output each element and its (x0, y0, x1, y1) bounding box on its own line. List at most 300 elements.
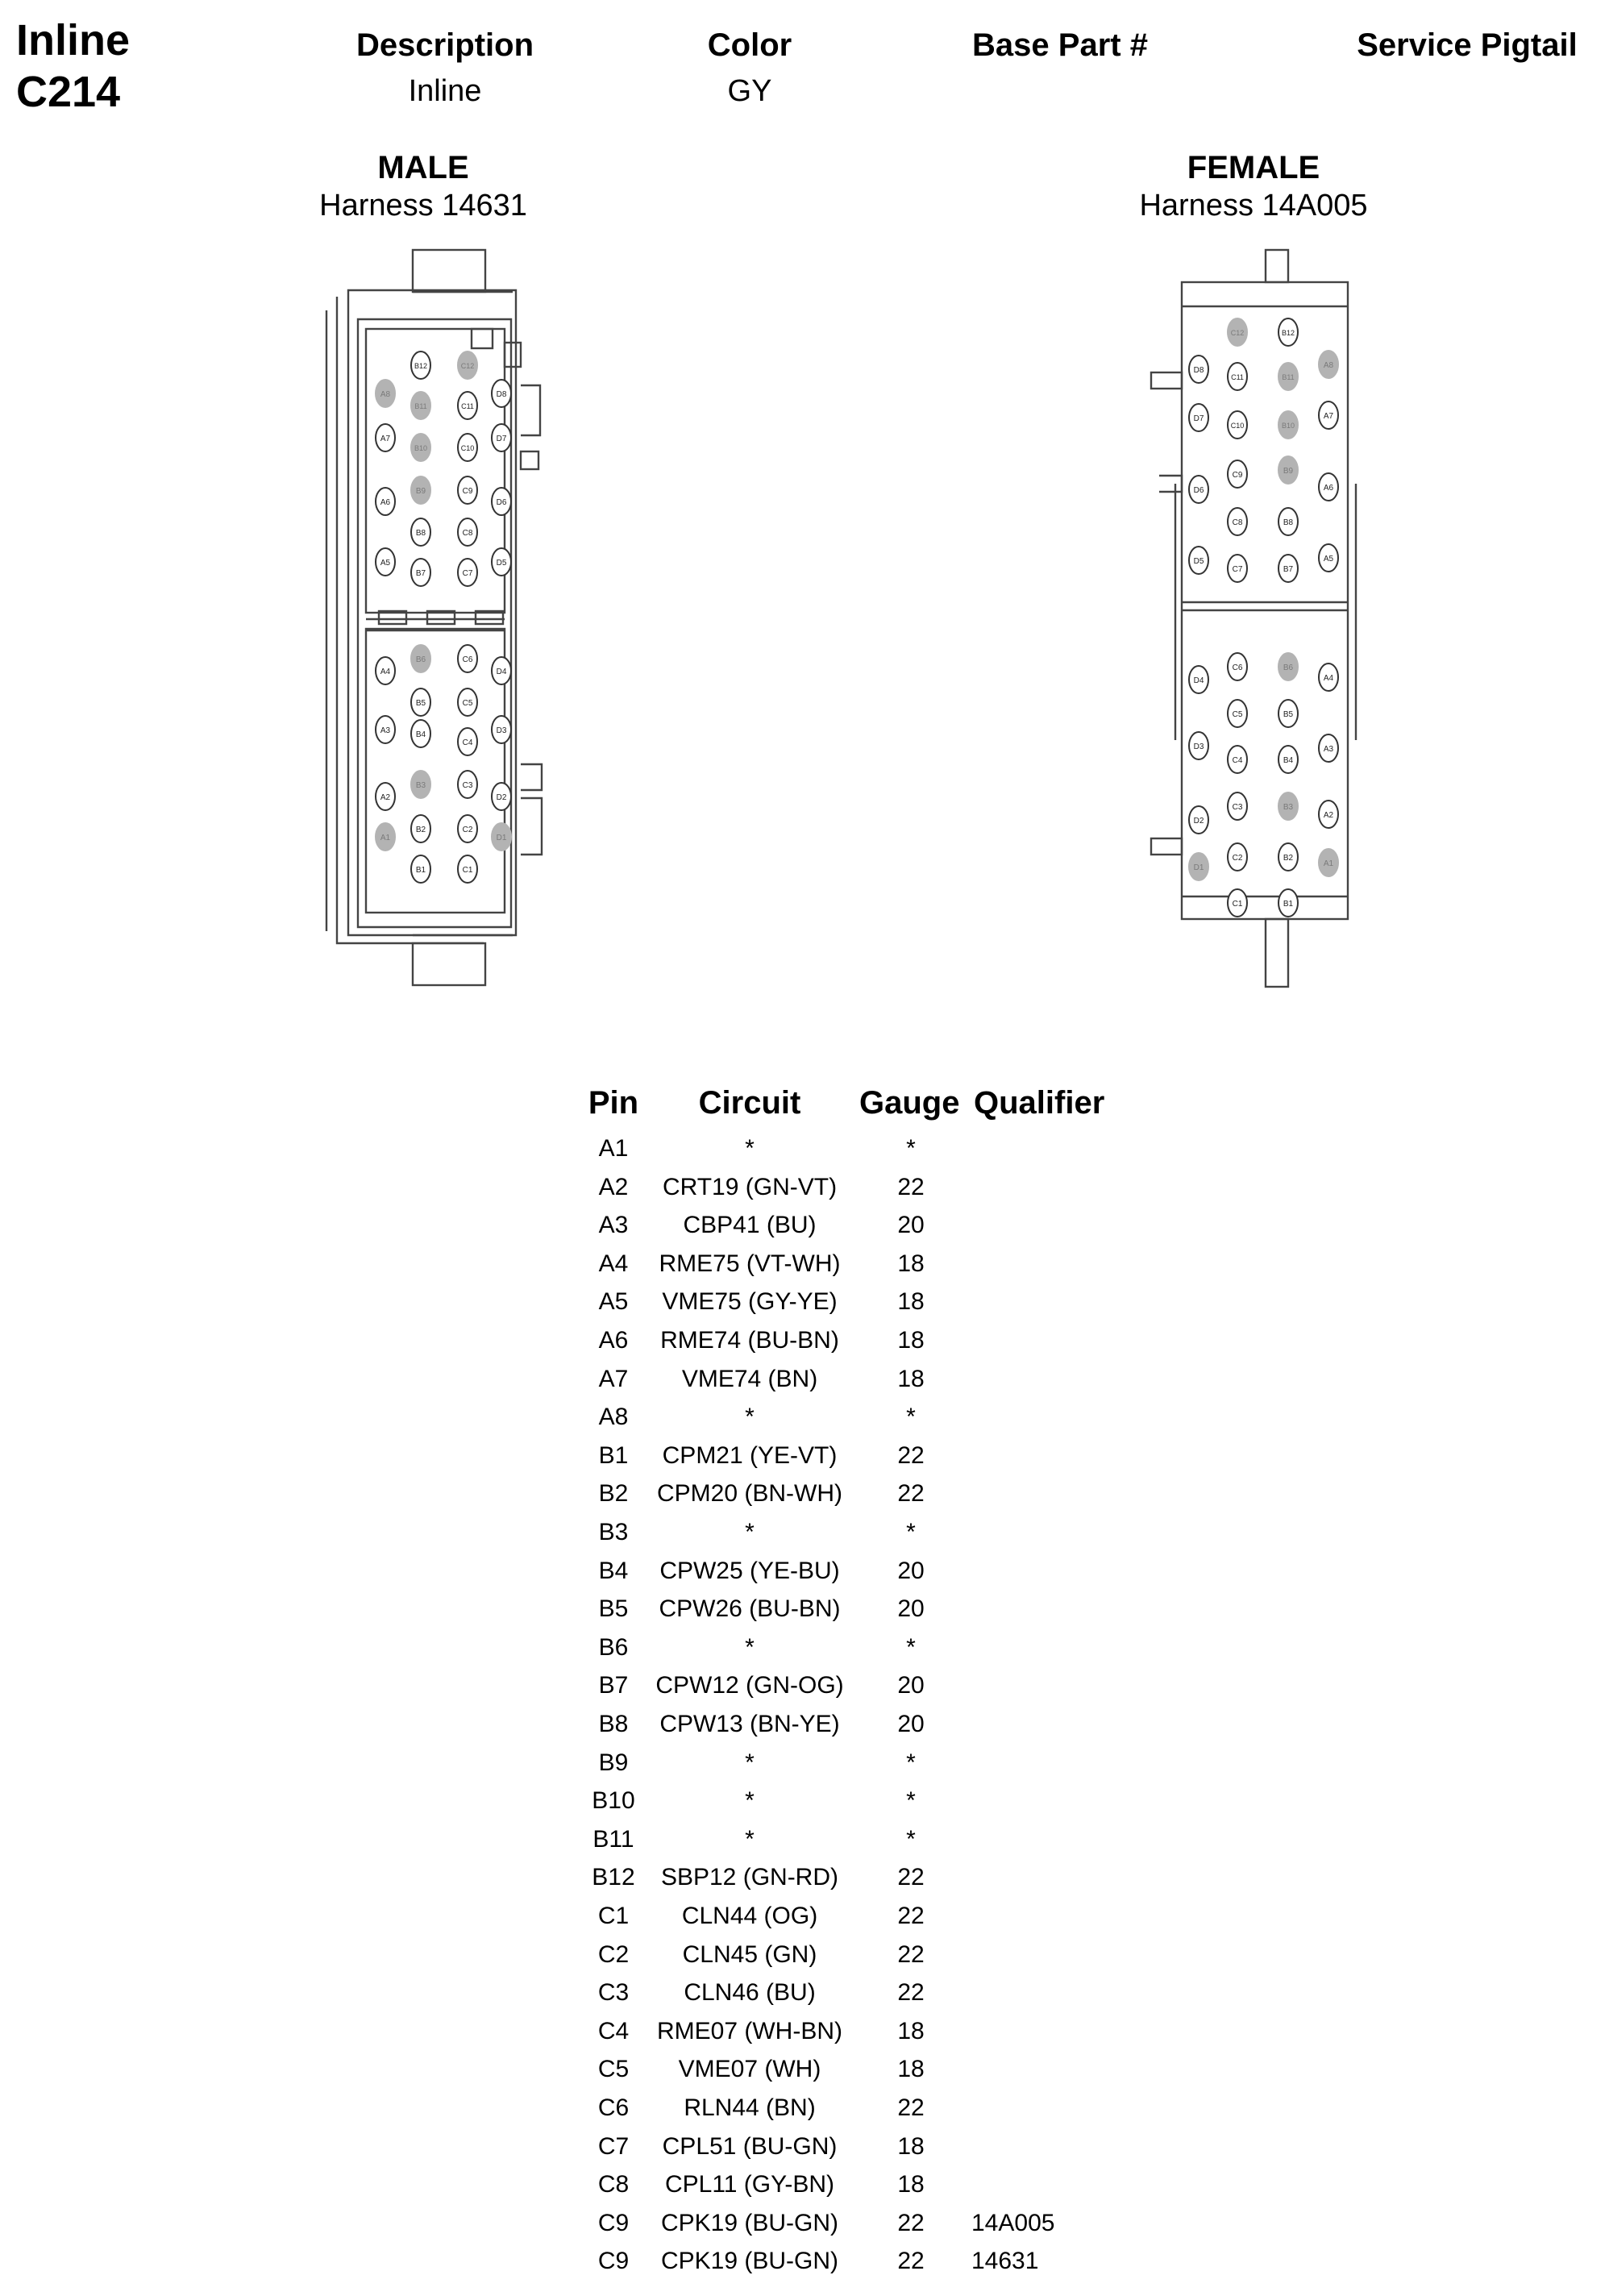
cavity-label: D2 (1193, 817, 1204, 826)
table-row (0, 1169, 1609, 1208)
qualifier-cell: 14631 (971, 2248, 1039, 2275)
pin-cell: C3 (597, 1979, 630, 2007)
table-row (0, 1399, 1609, 1437)
table-row (0, 1629, 1609, 1668)
cavity-label: A7 (1323, 412, 1334, 421)
female-cavity-b11 (1278, 363, 1298, 390)
cavity-label: A1 (380, 834, 391, 842)
female-cavity-c4 (1228, 746, 1247, 773)
male-cavity-group (376, 351, 511, 883)
color-value: GY (727, 74, 772, 108)
circuit-cell: CBP41 (BU) (683, 1212, 817, 1239)
male-cavity-b6 (411, 645, 430, 672)
male-cavity-b4 (411, 720, 430, 747)
pin-cell: A7 (598, 1365, 629, 1392)
male-cavity-a3 (376, 716, 395, 743)
gauge-cell: 18 (897, 1250, 925, 1277)
pin-cell: A5 (598, 1288, 629, 1316)
pin-cell: B1 (598, 1441, 629, 1469)
female-cavity-a5 (1319, 544, 1338, 572)
female-cavity-b6 (1278, 653, 1298, 680)
female-cavity-c1 (1228, 889, 1247, 917)
male-cavity-c2 (458, 815, 477, 842)
female-cavity-b7 (1278, 555, 1298, 582)
male-cavity-a2 (376, 783, 395, 810)
table-row (0, 1667, 1609, 1706)
cavity-label: D2 (496, 793, 507, 802)
cavity-label: C4 (462, 738, 473, 747)
cavity-label: C1 (1232, 900, 1243, 909)
gauge-cell: 22 (897, 1864, 925, 1891)
male-cavity-b2 (411, 815, 430, 842)
female-cavity-group (1189, 318, 1338, 917)
gauge-cell: 22 (897, 1903, 925, 1929)
cavity-label: A8 (1323, 361, 1334, 370)
male-cavity-b1 (411, 855, 430, 883)
male-cavity-b3 (411, 771, 430, 798)
cavity-label: D1 (496, 834, 507, 842)
female-cavity-b1 (1278, 889, 1298, 917)
female-cavity-b3 (1278, 792, 1298, 820)
cavity-label: B2 (1283, 854, 1294, 863)
circuit-cell: * (745, 1749, 755, 1776)
female-cavity-d8 (1189, 356, 1208, 383)
gauge-cell: 22 (897, 1979, 925, 2007)
cavity-label: C10 (1230, 422, 1245, 430)
gauge-cell: 18 (897, 2017, 925, 2044)
cavity-label: D1 (1193, 863, 1204, 872)
table-row (0, 1475, 1609, 1514)
qualifier-cell: 14A005 (971, 2209, 1055, 2236)
pin-cell: B10 (592, 1787, 635, 1815)
gauge-cell: 18 (897, 1365, 925, 1392)
cavity-label: D8 (1193, 366, 1204, 375)
female-cavity-a6 (1319, 473, 1338, 501)
male-cavity-c11 (458, 392, 477, 419)
female-cavity-a1 (1319, 849, 1338, 876)
connector-type: Inline (16, 16, 131, 64)
cavity-label: B1 (415, 866, 426, 875)
circuit-cell: * (745, 1787, 755, 1815)
pin-cell: C6 (597, 2094, 630, 2121)
cavity-label: A7 (380, 435, 391, 443)
pin-cell: B12 (592, 1864, 635, 1891)
table-row (0, 1936, 1609, 1975)
pin-cell: B11 (592, 1825, 634, 1853)
cavity-label: B9 (1283, 467, 1294, 476)
pin-cell: C5 (597, 2056, 630, 2083)
pin-cell: A2 (598, 1173, 629, 1200)
cavity-label: B10 (414, 444, 428, 452)
gauge-cell: 18 (897, 1288, 925, 1316)
table-row (0, 2166, 1609, 2205)
cavity-label: B3 (1283, 803, 1294, 812)
cavity-label: B8 (415, 529, 426, 538)
female-cavity-b12 (1278, 318, 1298, 346)
female-cavity-a3 (1319, 734, 1338, 762)
table-row (0, 2128, 1609, 2167)
male-cavity-c8 (458, 518, 477, 546)
table-row (0, 2013, 1609, 2052)
female-cavity-a2 (1319, 801, 1338, 828)
male-cavity-b5 (411, 688, 430, 716)
pin-cell: C9 (597, 2248, 630, 2275)
cavity-label: C6 (462, 655, 473, 664)
circuit-cell: CLN46 (BU) (684, 1979, 816, 2007)
cavity-label: A6 (380, 498, 391, 507)
cavity-label: C9 (1232, 471, 1243, 480)
male-cavity-b10 (411, 434, 430, 461)
circuit-cell: CPW25 (YE-BU) (659, 1557, 840, 1584)
male-cavity-c1 (458, 855, 477, 883)
female-cavity-a4 (1319, 663, 1338, 691)
cavity-label: C11 (1231, 373, 1244, 381)
pin-cell: C7 (597, 2132, 630, 2160)
female-connector-diagram (1145, 246, 1403, 992)
pin-cell: B2 (598, 1480, 629, 1508)
cavity-label: A3 (380, 726, 391, 735)
gauge-cell: 18 (897, 1327, 925, 1354)
circuit-column-header: Circuit (698, 1085, 801, 1121)
table-row (0, 1130, 1609, 1169)
cavity-label: A2 (380, 793, 391, 802)
cavity-label: D6 (496, 498, 507, 507)
cavity-label: D8 (496, 390, 507, 399)
circuit-cell: * (745, 1633, 755, 1661)
cavity-label: B5 (415, 699, 426, 708)
female-cavity-c9 (1228, 460, 1247, 488)
cavity-label: C4 (1232, 756, 1243, 765)
pin-cell: A8 (598, 1404, 629, 1431)
circuit-cell: VME07 (WH) (678, 2056, 821, 2083)
male-cavity-d3 (492, 716, 511, 743)
cavity-label: C3 (1232, 803, 1243, 812)
female-cavity-c7 (1228, 555, 1247, 582)
pin-cell: B5 (598, 1595, 629, 1623)
gauge-cell: 22 (897, 1441, 925, 1469)
male-title: MALE (377, 150, 469, 185)
cavity-label: C3 (462, 781, 473, 790)
circuit-cell: CLN45 (GN) (682, 1940, 817, 1968)
cavity-label: C12 (460, 362, 475, 370)
cavity-label: C5 (462, 699, 473, 708)
pin-cell: C2 (597, 1940, 630, 1968)
cavity-label: C6 (1232, 663, 1243, 672)
pin-cell: B8 (598, 1711, 629, 1737)
cavity-label: B5 (1283, 710, 1294, 719)
table-row (0, 1706, 1609, 1745)
cavity-label: C1 (462, 866, 473, 875)
cavity-label: C9 (462, 487, 473, 496)
gauge-cell: 22 (897, 1480, 925, 1508)
male-cavity-c5 (458, 688, 477, 716)
male-cavity-c9 (458, 476, 477, 504)
circuit-cell: VME75 (GY-YE) (662, 1288, 838, 1316)
table-row (0, 1859, 1609, 1898)
female-cavity-c6 (1228, 653, 1247, 680)
circuit-cell: CPM21 (YE-VT) (662, 1441, 838, 1469)
table-row (0, 1821, 1609, 1860)
gauge-cell: * (906, 1633, 916, 1661)
cavity-label: B9 (415, 487, 426, 496)
circuit-cell: CRT19 (GN-VT) (662, 1173, 838, 1200)
pin-cell: B4 (598, 1557, 629, 1584)
cavity-label: B11 (414, 402, 427, 410)
cavity-label: C2 (1232, 854, 1243, 863)
gauge-cell: 20 (897, 1212, 925, 1239)
circuit-cell: * (745, 1404, 755, 1431)
cavity-label: C5 (1232, 710, 1243, 719)
male-cavity-a8 (376, 380, 395, 407)
male-cavity-d5 (492, 548, 511, 576)
male-cavity-b8 (411, 518, 430, 546)
cavity-label: A5 (1323, 555, 1334, 564)
male-cavity-b12 (411, 351, 430, 379)
pin-cell: A4 (598, 1250, 629, 1277)
cavity-label: A2 (1323, 811, 1334, 820)
female-cavity-b5 (1278, 700, 1298, 727)
cavity-label: A4 (1323, 674, 1334, 683)
pin-cell: B7 (598, 1672, 629, 1699)
gauge-cell: * (906, 1825, 916, 1853)
cavity-label: D3 (1193, 742, 1204, 751)
gauge-cell: 18 (897, 2171, 925, 2198)
circuit-cell: RME74 (BU-BN) (660, 1327, 839, 1354)
service-pigtail-header: Service Pigtail (1357, 27, 1578, 63)
cavity-label: C7 (462, 569, 473, 578)
table-row (0, 2243, 1609, 2281)
male-cavity-c12 (458, 351, 477, 379)
male-harness: Harness 14631 (319, 189, 527, 223)
cavity-label: B4 (415, 730, 426, 739)
circuit-cell: SBP12 (GN-RD) (660, 1864, 839, 1891)
female-cavity-d1 (1189, 853, 1208, 880)
male-cavity-a6 (376, 488, 395, 515)
cavity-label: D5 (1193, 557, 1204, 566)
female-cavity-a8 (1319, 351, 1338, 378)
male-cavity-d7 (492, 424, 511, 451)
gauge-cell: 20 (897, 1711, 925, 1737)
cavity-label: C2 (462, 826, 473, 834)
cavity-label: D5 (496, 559, 507, 568)
table-row (0, 1553, 1609, 1591)
female-cavity-b8 (1278, 508, 1298, 535)
male-cavity-d6 (492, 488, 511, 515)
pin-column-header: Pin (588, 1085, 639, 1121)
circuit-cell: RME07 (WH-BN) (657, 2017, 842, 2044)
pin-cell: C8 (597, 2171, 630, 2198)
circuit-cell: CPL51 (BU-GN) (662, 2132, 838, 2160)
description-value: Inline (408, 74, 482, 108)
cavity-label: D7 (496, 435, 507, 443)
female-cavity-b2 (1278, 843, 1298, 871)
female-cavity-b10 (1278, 411, 1298, 439)
cavity-label: C8 (462, 529, 473, 538)
cavity-label: A5 (380, 559, 391, 568)
cavity-label: D7 (1193, 414, 1204, 423)
table-row (0, 1591, 1609, 1629)
cavity-label: A1 (1323, 859, 1334, 868)
circuit-cell: CLN44 (OG) (681, 1903, 818, 1929)
gauge-cell: * (906, 1135, 916, 1162)
gauge-column-header: Gauge (859, 1085, 960, 1121)
gauge-cell: 22 (897, 2248, 925, 2275)
color-header: Color (707, 27, 792, 63)
gauge-cell: 18 (897, 2132, 925, 2160)
cavity-label: A3 (1323, 745, 1334, 754)
circuit-cell: CPK19 (BU-GN) (660, 2248, 839, 2275)
table-row (0, 1745, 1609, 1783)
male-connector-diagram (298, 246, 556, 992)
male-cavity-b11 (411, 392, 430, 419)
circuit-cell: RLN44 (BN) (684, 2094, 816, 2121)
table-row (0, 2090, 1609, 2128)
cavity-label: B8 (1283, 518, 1294, 527)
pin-cell: A3 (598, 1212, 629, 1239)
table-row (0, 1361, 1609, 1400)
gauge-cell: 20 (897, 1595, 925, 1623)
circuit-cell: CPW13 (BN-YE) (659, 1711, 840, 1737)
male-cavity-d2 (492, 783, 511, 810)
circuit-cell: CPM20 (BN-WH) (657, 1480, 842, 1508)
circuit-cell: CPK19 (BU-GN) (660, 2209, 839, 2236)
table-row (0, 1898, 1609, 1936)
male-cavity-a1 (376, 823, 395, 851)
cavity-label: A6 (1323, 484, 1334, 493)
pin-cell: C1 (597, 1903, 630, 1929)
circuit-cell: CPW26 (BU-BN) (659, 1595, 841, 1623)
gauge-cell: * (906, 1749, 916, 1776)
male-cavity-d8 (492, 380, 511, 407)
cavity-label: B6 (415, 655, 426, 664)
pin-cell: A6 (598, 1327, 629, 1354)
circuit-cell: VME74 (BN) (681, 1365, 818, 1392)
female-cavity-d5 (1189, 547, 1208, 574)
female-cavity-c5 (1228, 700, 1247, 727)
cavity-label: C8 (1232, 518, 1243, 527)
cavity-label: D6 (1193, 486, 1204, 495)
female-cavity-d6 (1189, 476, 1208, 503)
gauge-cell: 20 (897, 1557, 925, 1584)
pin-cell: A1 (598, 1135, 629, 1162)
female-harness: Harness 14A005 (1139, 189, 1368, 223)
gauge-cell: * (906, 1404, 916, 1431)
cavity-label: D4 (1193, 676, 1204, 685)
gauge-cell: 22 (897, 1173, 925, 1200)
base-part-header: Base Part # (972, 27, 1148, 63)
description-header: Description (355, 27, 534, 63)
male-cavity-c10 (458, 434, 477, 461)
female-cavity-c3 (1228, 792, 1247, 820)
cavity-label: B10 (1281, 422, 1295, 430)
connector-id: C214 (16, 68, 121, 116)
female-cavity-b9 (1278, 456, 1298, 484)
female-cavity-c12 (1228, 318, 1247, 346)
gauge-cell: * (906, 1787, 916, 1815)
male-cavity-b7 (411, 559, 430, 586)
table-row (0, 1246, 1609, 1284)
circuit-cell: * (745, 1519, 755, 1545)
male-cavity-a4 (376, 657, 395, 684)
table-row (0, 1514, 1609, 1553)
table-row (0, 1283, 1609, 1322)
cavity-label: D3 (496, 726, 507, 735)
male-cavity-c7 (458, 559, 477, 586)
table-row (0, 1974, 1609, 2013)
cavity-label: B11 (1282, 373, 1295, 381)
cavity-label: C10 (460, 444, 475, 452)
cavity-label: A4 (380, 668, 391, 676)
gauge-cell: 22 (897, 2209, 925, 2236)
male-cavity-a7 (376, 424, 395, 451)
table-row (0, 1782, 1609, 1821)
cavity-label: B2 (415, 826, 426, 834)
qualifier-column-header: Qualifier (974, 1085, 1105, 1121)
table-row (0, 1322, 1609, 1361)
cavity-label: B7 (1283, 565, 1294, 574)
male-cavity-c4 (458, 728, 477, 755)
circuit-cell: RME75 (VT-WH) (659, 1250, 841, 1277)
circuit-cell: CPL11 (GY-BN) (664, 2171, 835, 2198)
female-cavity-c8 (1228, 508, 1247, 535)
female-cavity-d3 (1189, 732, 1208, 759)
gauge-cell: 22 (897, 1940, 925, 1968)
female-cavity-d7 (1189, 404, 1208, 431)
cavity-label: B3 (415, 781, 426, 790)
cavity-label: B1 (1283, 900, 1294, 909)
pin-cell: B9 (598, 1749, 629, 1776)
male-cavity-b9 (411, 476, 430, 504)
cavity-label: B6 (1283, 663, 1294, 672)
cavity-label: B12 (414, 362, 428, 370)
gauge-cell: 22 (897, 2094, 925, 2121)
gauge-cell: 18 (897, 2056, 925, 2083)
table-row (0, 1207, 1609, 1246)
female-cavity-d4 (1189, 666, 1208, 693)
cavity-label: A8 (380, 390, 391, 399)
pin-cell: C4 (597, 2017, 630, 2044)
cavity-label: C7 (1232, 565, 1243, 574)
circuit-cell: * (745, 1135, 755, 1162)
male-cavity-c3 (458, 771, 477, 798)
cavity-label: B4 (1283, 756, 1294, 765)
pin-cell: B3 (598, 1519, 629, 1545)
cavity-label: C12 (1230, 329, 1245, 337)
cavity-label: B12 (1281, 329, 1295, 337)
cavity-label: D4 (496, 668, 507, 676)
female-cavity-b4 (1278, 746, 1298, 773)
circuit-cell: * (745, 1825, 755, 1853)
cavity-label: B7 (415, 569, 426, 578)
pin-cell: B6 (598, 1633, 629, 1661)
table-row (0, 2051, 1609, 2090)
gauge-cell: 20 (897, 1672, 925, 1699)
table-row (0, 2205, 1609, 2244)
male-cavity-c6 (458, 645, 477, 672)
male-cavity-d4 (492, 657, 511, 684)
table-row (0, 1437, 1609, 1476)
female-cavity-c11 (1228, 363, 1247, 390)
female-cavity-c2 (1228, 843, 1247, 871)
female-cavity-d2 (1189, 806, 1208, 834)
cavity-label: C11 (461, 402, 474, 410)
male-cavity-a5 (376, 548, 395, 576)
female-cavity-c10 (1228, 411, 1247, 439)
circuit-cell: CPW12 (GN-OG) (655, 1672, 844, 1699)
female-title: FEMALE (1187, 150, 1320, 185)
gauge-cell: * (906, 1519, 916, 1545)
male-cavity-d1 (492, 823, 511, 851)
